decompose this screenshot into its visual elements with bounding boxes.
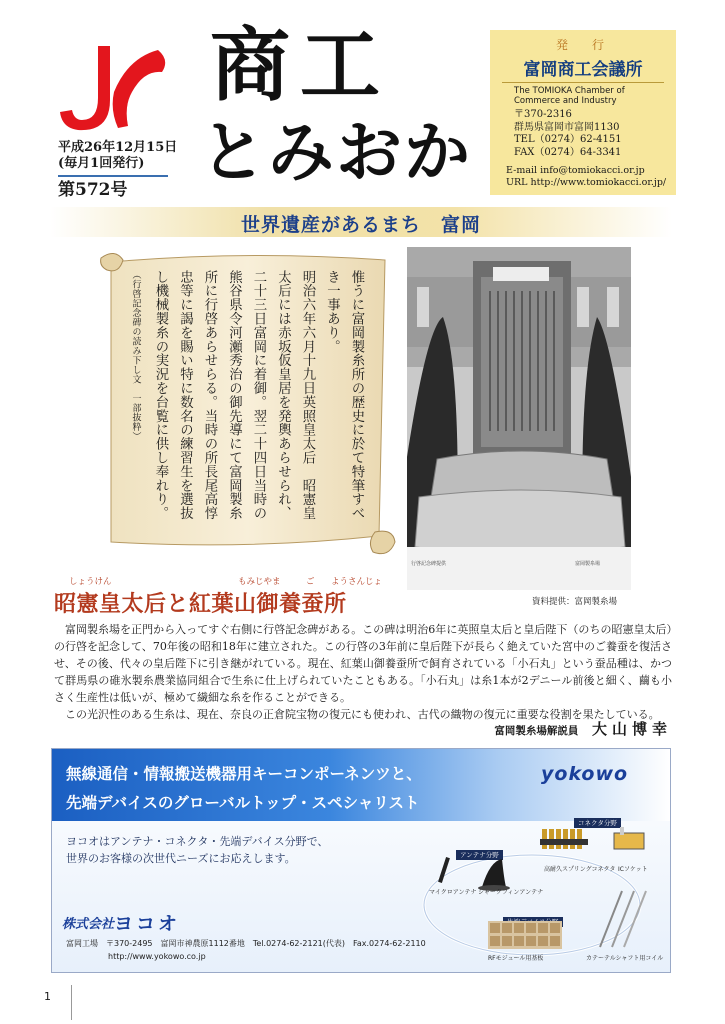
article-author: [380, 718, 672, 739]
publisher-english-line2: Commerce and Industry: [514, 96, 617, 107]
tagline: 世界遺産があるまち 富岡: [240, 214, 481, 236]
ad-company-address: 富岡工場 〒370-2495 富岡市神農原1112番地 Tel.0274-62-2121(代表) Fax.0274-62-2110: [66, 939, 426, 948]
ad-company-url[interactable]: http://www.yokowo.co.jp: [108, 952, 206, 961]
inscription-line: 所に行啓あらせらる。当時の所長尾高惇: [202, 270, 217, 521]
publisher-web-block: [506, 165, 676, 189]
publisher-heading: 発 行: [555, 38, 610, 52]
photo-credit: 資料提供：富岡製糸場: [532, 597, 618, 607]
ad-company-prefix: 株式会社: [62, 917, 115, 932]
yokowo-logo: yokowo: [541, 763, 629, 785]
newsletter-title-line1: 商工: [210, 19, 390, 112]
yokowo-advertisement[interactable]: [51, 748, 671, 973]
publisher-box: [490, 30, 676, 195]
ruby-text: ようさんじょ: [331, 577, 383, 587]
ruby-text: ご: [306, 577, 315, 587]
rf-module-board-icon: [488, 921, 562, 949]
product-label: カテーテルシャフト用コイル: [586, 955, 664, 962]
inscription-line: し機械製糸の実況を台覧に供し奉れり。: [153, 270, 168, 521]
publisher-address-block: [514, 109, 676, 159]
inscription-line: 明治六年六月十九日英照皇太后 昭憲皇: [300, 270, 315, 521]
catheter-coil-icon: [592, 889, 652, 949]
page-number: 1: [44, 990, 51, 1003]
publisher-name: 富岡商工会議所: [502, 55, 664, 83]
monument-photo: [407, 247, 631, 590]
article-paragraph: 富岡製糸場を正門から入ってすぐ右側に行啓記念碑がある。この碑は明治6年に英照皇太后と皇后陛下（のちの昭憲皇太后）の行啓を記念して、70年後の昭和18年に建立された。この行啓の3年前に皇后陛下が長らく絶えていた宮中のご養蚕を復活させ、その後、代々の皇后陛下に引き継がれている。現在、紅葉山御養蚕所で飼育されている「小石丸」という蚕品種は、かつて群馬県の碓氷製糸農業協同組合で生糸に仕上げられていたこともある。「小石丸」は糸1本が2デニール前後と細く、繭も小さく生産性は低いが、極めて繊細な糸を作ることができる。: [54, 623, 672, 704]
publisher-english-name: [514, 86, 676, 106]
issue-divider: [58, 175, 168, 177]
article-body: [54, 621, 672, 723]
issue-frequency: (毎月1回発行): [58, 156, 145, 172]
inscription-line: き一事あり。: [324, 270, 340, 354]
ad-copy-line: 世界のお客様の次世代ニーズにお応えします。: [66, 852, 296, 865]
inscription-line: 太后には赤坂仮皇居を発輿あらせられ、: [275, 270, 291, 521]
inscription-line: 二十三日富岡に着御。翌二十四日当時の: [251, 270, 266, 521]
publisher-tel: TEL（0274）62-4151: [514, 134, 622, 146]
product-label: 高耐久スプリングコネクタ: [544, 866, 616, 873]
inscription-source-note: （行啓記念碑の読み下し文 一部抜粋）: [130, 270, 141, 441]
author-title: 富岡製糸場解説員: [494, 725, 579, 737]
issue-number: 第572号: [58, 179, 128, 200]
product-label: マイクロアンテナ: [429, 889, 477, 896]
ad-headline: 無線通信・情報搬送機器用キーコンポーネンツと、: [66, 765, 422, 783]
publisher-fax: FAX（0274）64-3341: [514, 146, 622, 158]
author-name: 大山博幸: [591, 720, 672, 738]
ad-copy-line: ヨコオはアンテナ・コネクタ・先端デバイス分野で、: [66, 835, 329, 848]
publisher-url[interactable]: URL http://www.tomiokacci.or.jp/: [506, 177, 667, 189]
inscription-line: 忠等に謁を賜い特に数名の練習生を選抜: [177, 270, 193, 521]
antenna-label: アンテナ分野: [456, 850, 503, 860]
inscription-line: 熊谷県令河瀬秀治の御先導にて富岡製糸: [226, 270, 242, 521]
product-label: シャークフィンアンテナ: [478, 889, 544, 896]
publisher-postal-code: 〒370-2316: [514, 109, 572, 121]
photo-caption-left: 行啓記念碑提供: [411, 561, 447, 567]
page-margin-rule: [71, 985, 72, 1020]
connector-label: コネクタ分野: [574, 818, 621, 828]
chamber-logo-icon: [58, 40, 170, 136]
ad-headline: 先端デバイスのグローバルトップ・スペシャリスト: [66, 794, 420, 812]
product-label: RFモジュール用基板: [488, 955, 544, 962]
article-title: 昭憲皇太后と紅葉山御養蚕所: [54, 591, 347, 617]
photo-caption-right: 富岡製糸場: [575, 561, 601, 567]
ad-company-name: ヨコオ: [114, 913, 181, 935]
publisher-email[interactable]: E-mail info@tomiokacci.or.jp: [506, 165, 645, 177]
publisher-address: 群馬県富岡市富岡1130: [514, 121, 620, 133]
ruby-text: もみじやま: [238, 577, 281, 587]
issue-info: [58, 140, 178, 201]
ad-copy: [66, 833, 328, 867]
ruby-text: しょうけん: [69, 577, 112, 587]
issue-date: 平成26年12月15日: [58, 140, 178, 155]
inscription-line: 惟うに富岡製糸所の歴史に於て特筆すべ: [349, 270, 364, 521]
product-label: ICソケット: [618, 866, 648, 873]
connector-products-icon: [538, 819, 658, 859]
newsletter-title-line2: とみおか: [200, 114, 472, 191]
article-paragraph: この光沢性のある生糸は、現在、奈良の正倉院宝物の復元にも使われ、古代の織物の復元に重要な役割を果たしている。: [65, 708, 660, 721]
publisher-english-line1: The TOMIOKA Chamber of: [514, 86, 625, 96]
commemorative-inscription: [112, 270, 368, 538]
